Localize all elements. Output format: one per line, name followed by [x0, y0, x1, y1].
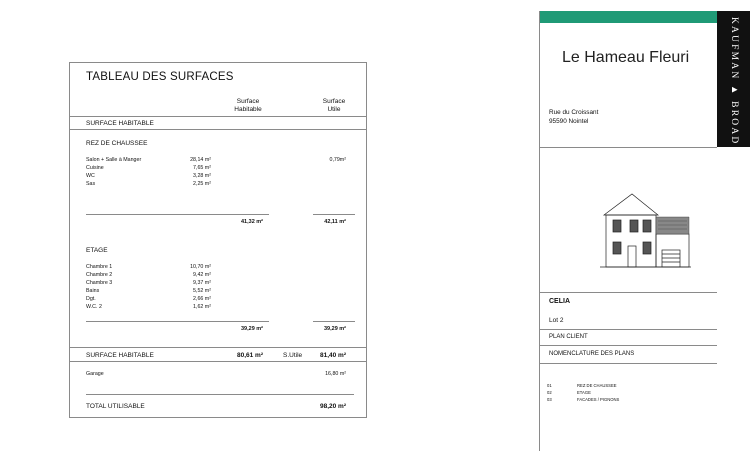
room-habitable: 9,37 m² [193, 280, 211, 286]
room-habitable: 1,62 m² [193, 304, 211, 310]
address-line-1: Rue du Croissant [549, 109, 599, 116]
col-header-habitable: Surface Habitable [234, 98, 262, 113]
room-name: WC [86, 173, 95, 179]
room-habitable: 9,42 m² [193, 272, 211, 278]
etage-subtotal-utile: 39,29 m² [323, 326, 346, 332]
divider [70, 361, 366, 362]
divider [70, 129, 366, 130]
plan-number: 02 [547, 390, 552, 395]
etage-title: ETAGE [86, 247, 108, 254]
total-habitable-label: SURFACE HABITABLE [86, 352, 154, 359]
total-utilisable-label: TOTAL UTILISABLE [86, 403, 145, 410]
total-habitable-value: 80,61 m² [236, 352, 263, 359]
rdc-subtotal-habitable: 41,32 m² [240, 219, 263, 225]
room-name: Chambre 1 [86, 264, 113, 270]
house-elevation-drawing [600, 191, 692, 271]
divider [540, 363, 717, 364]
plan-number: 03 [547, 397, 552, 402]
plan-label: FACADES / PIGNONS [577, 397, 620, 402]
total-utile-label: S.Utile [283, 352, 303, 359]
divider [540, 345, 717, 346]
garage-label: Garage [86, 371, 104, 377]
total-utile-value: 81,40 m² [319, 352, 346, 359]
room-name: Cuisine [86, 165, 104, 171]
rdc-title: REZ DE CHAUSSEE [86, 140, 148, 147]
room-habitable: 7,65 m² [193, 165, 211, 171]
room-name: Sas [86, 181, 96, 187]
room-habitable: 28,14 m² [190, 157, 211, 163]
room-habitable: 5,52 m² [193, 288, 211, 294]
brand-text: KAUFMAN ▲ BROAD [729, 17, 739, 146]
plan-label: ETAGE [577, 390, 591, 395]
divider [540, 292, 717, 293]
table-title: TABLEAU DES SURFACES [86, 71, 234, 83]
room-habitable: 2,66 m² [193, 296, 211, 302]
nomenclature-title: NOMENCLATURE DES PLANS [549, 351, 635, 357]
room-habitable: 2,25 m² [193, 181, 211, 187]
plan-label: REZ DE CHAUSSEE [577, 383, 617, 388]
room-name: Chambre 2 [86, 272, 113, 278]
rdc-subtotal-utile: 42,11 m² [324, 219, 346, 225]
subtotal-line [313, 321, 355, 322]
room-name: Dgt. [86, 296, 96, 302]
divider [70, 347, 366, 348]
room-utile: 0,79m² [329, 157, 346, 163]
accent-bar [540, 11, 717, 23]
divider [540, 147, 717, 148]
room-name: Salon + Salle à Manger [86, 157, 142, 163]
divider [540, 329, 717, 330]
col-header-utile: Surface Utile [322, 98, 346, 113]
surface-table [69, 62, 367, 418]
room-name: W.C. 2 [86, 304, 102, 310]
section-header: SURFACE HABITABLE [86, 120, 154, 127]
garage-value: 16,80 m² [325, 371, 346, 377]
subtotal-line [86, 321, 269, 322]
room-name: Bains [86, 288, 100, 294]
room-habitable: 10,70 m² [190, 264, 211, 270]
subtotal-line [313, 214, 355, 215]
divider [86, 394, 354, 395]
title-block [539, 11, 750, 451]
lot-number: Lot 2 [549, 317, 564, 324]
subtotal-line [86, 214, 269, 215]
room-habitable: 3,28 m² [193, 173, 211, 179]
divider [70, 116, 366, 117]
etage-subtotal-habitable: 39,29 m² [240, 326, 263, 332]
project-name: Le Hameau Fleuri [562, 49, 690, 66]
model-name: CELIA [549, 298, 570, 305]
address-line-2: 95590 Nointel [549, 118, 589, 125]
total-utilisable-value: 98,20 m² [319, 403, 346, 410]
brand-logo [717, 11, 750, 147]
plan-number: 01 [547, 383, 552, 388]
room-name: Chambre 3 [86, 280, 113, 286]
plan-type: PLAN CLIENT [549, 334, 588, 340]
